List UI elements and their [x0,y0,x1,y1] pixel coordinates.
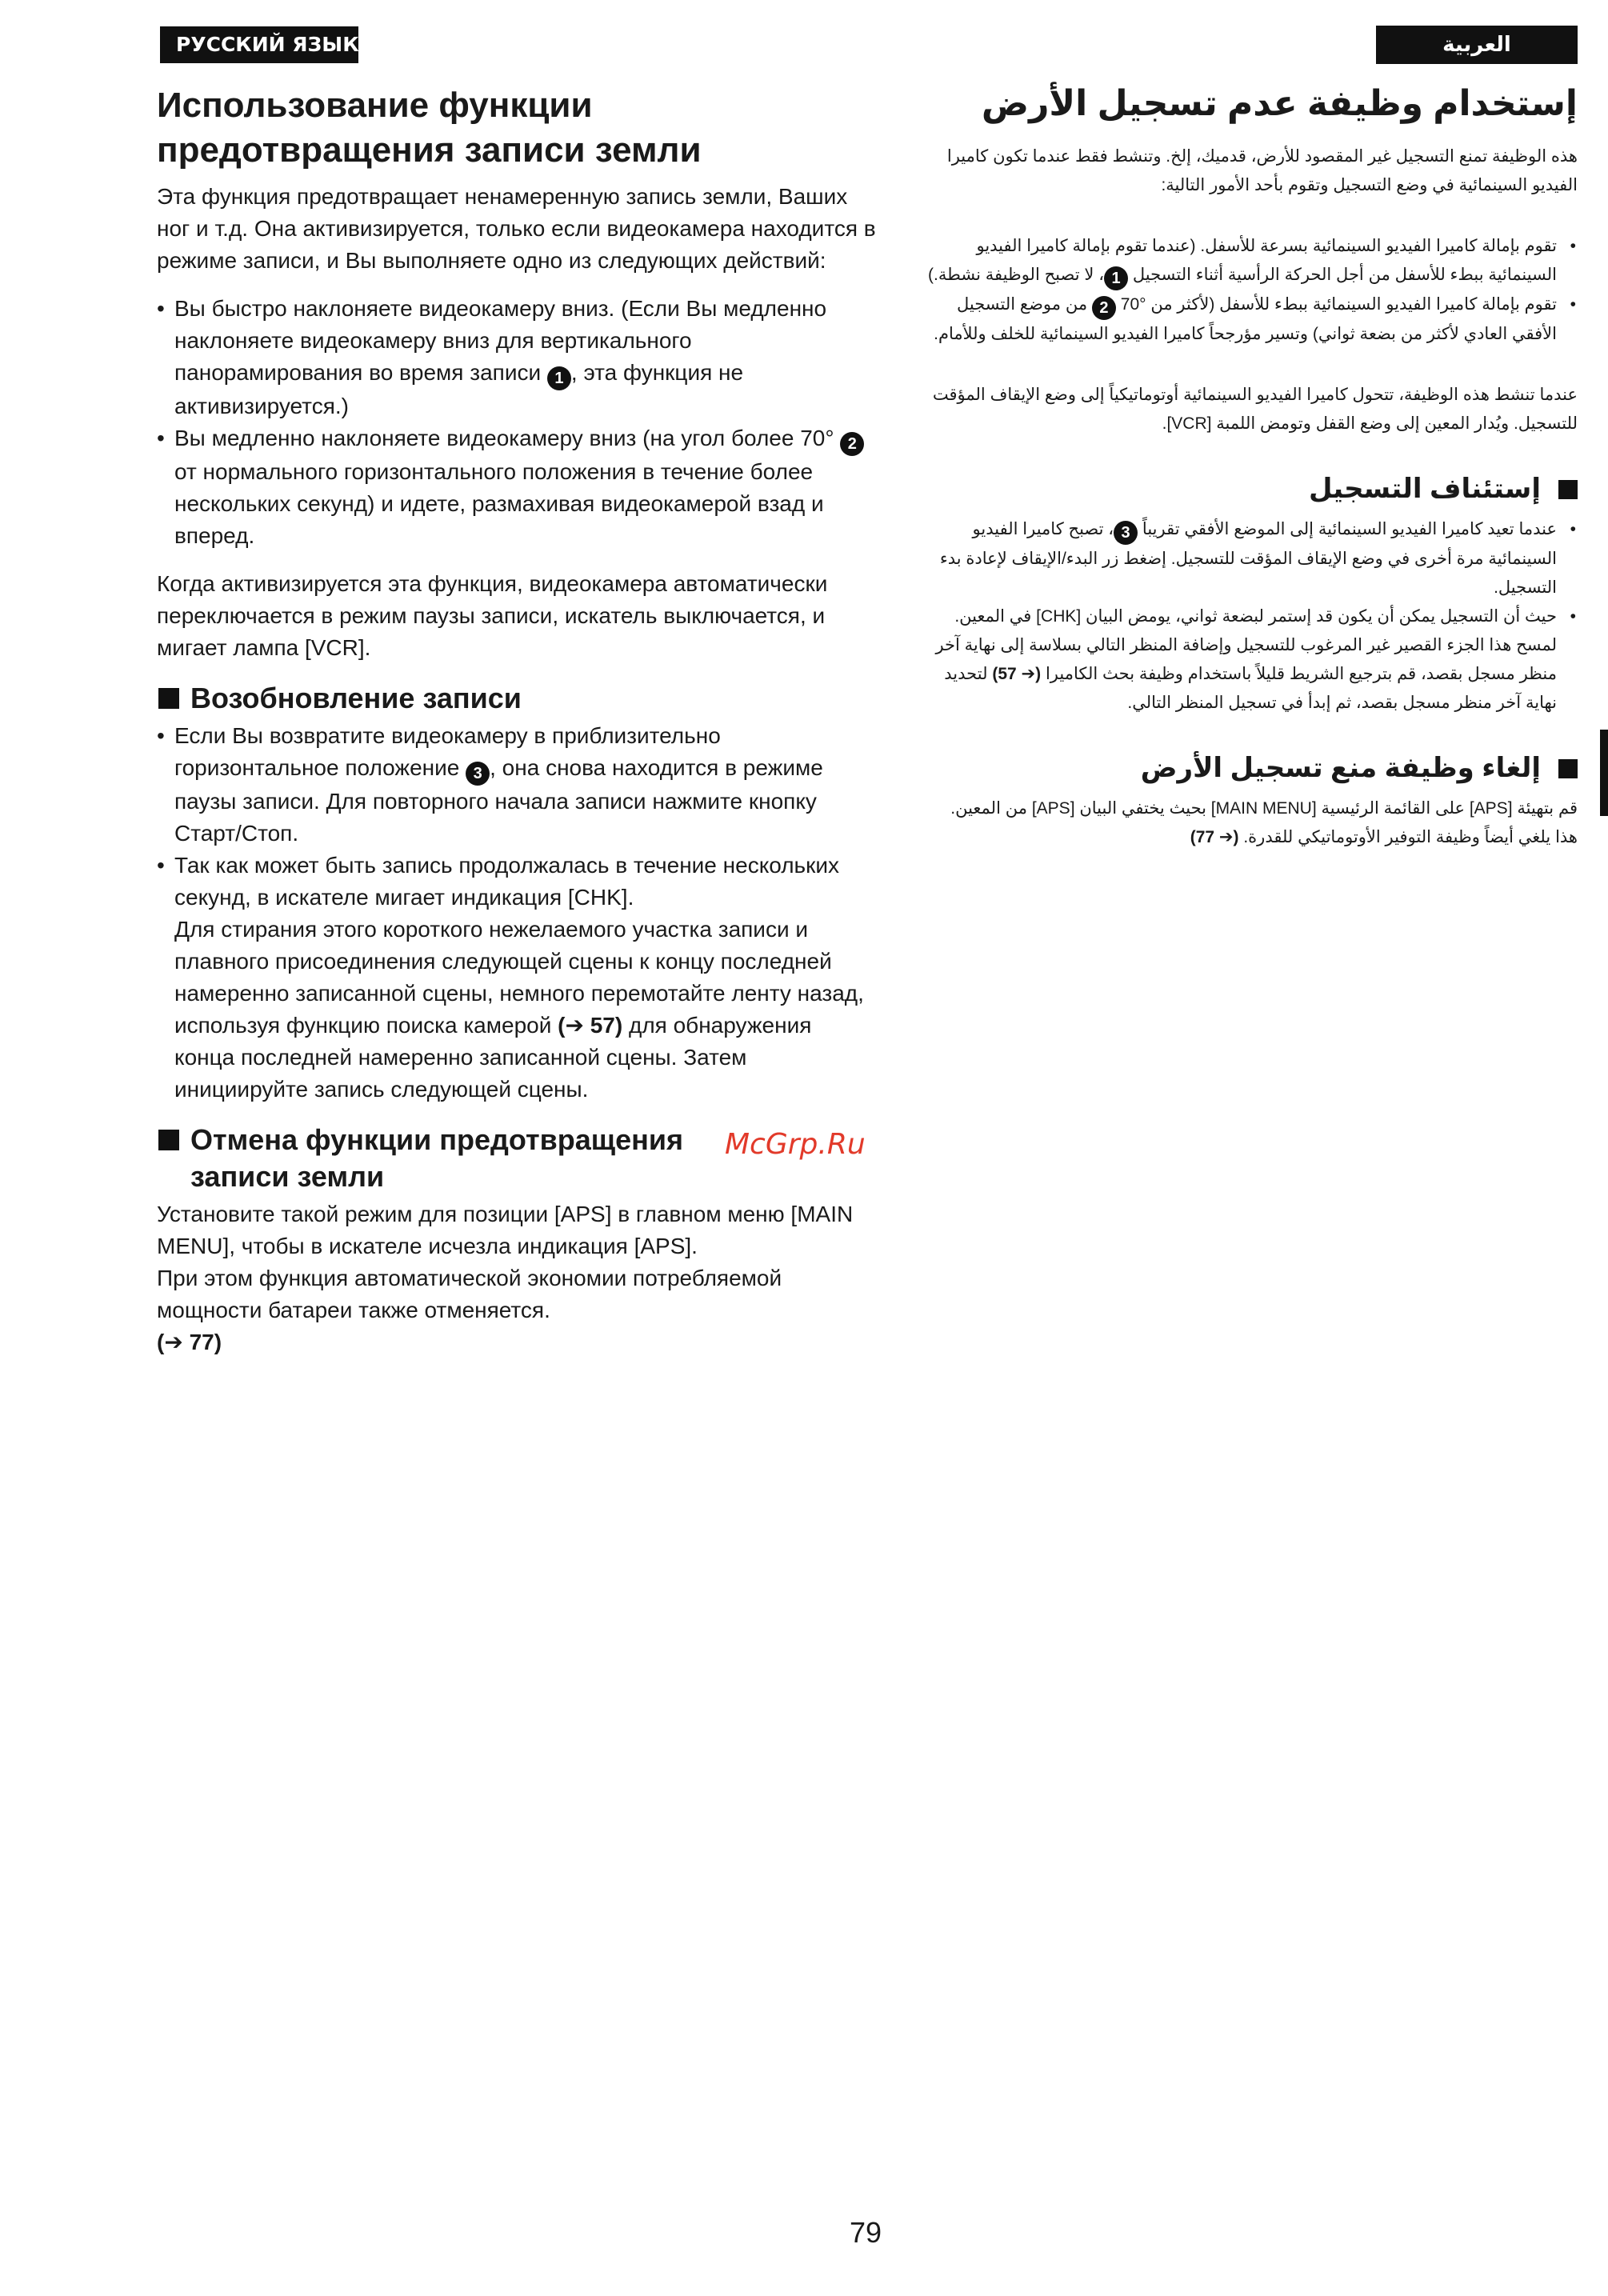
cancel-paragraph-1: Установите такой режим для позиции [APS] в главном меню [MAIN MENU], чтобы в искателе исчезла индикация [APS]. [157,1202,854,1258]
square-bullet-icon [158,1130,179,1150]
resume-continuation [157,914,877,1106]
watermark: McGrp.Ru [725,1128,866,1161]
list-item-text: ، لا تصبح الوظيفة نشطة.) [928,266,1104,284]
square-bullet-icon [1558,480,1578,499]
circled-number-3-icon: 3 [466,762,490,786]
list-item-text: Так как может быть запись продолжалась в течение нескольких секунд, в искателе мигает индикация [CHK]. [174,853,840,910]
cancel-paragraph-2: При этом функция автоматической экономии потребляемой мощности батареи также отменяется. [157,1266,782,1322]
list-item-text: , эта функция не активизируется.) [174,360,744,418]
section-heading-text: إلغاء وظيفة منع تسجيل الأرض [1140,753,1541,783]
section-heading-text: إستئناف التسجيل [1308,474,1541,504]
list-item [157,720,877,850]
section-heading-cancel-arabic [920,750,1578,786]
page-edge-marker [1600,730,1608,816]
page-title-line-1: Использование функции [157,86,593,125]
section-heading-text: Отмена функции предотвращения [190,1123,684,1156]
list-item-text: حيث أن التسجيل يمكن أن يكون قد إستمر لبضعة ثواني، يومض البيان [CHK] في المعين. لمسح هذا الجزء القصير غير المرغوب للتسجيل وإضافة المنظر التالي بسلاسة إلى نهاية آخر منظر مسجل بقصد، قم بترجيع الشريط قليلاً باستخدام وظيفة بحث الكاميرا [935,607,1557,683]
language-badge-arabic: العربية [1376,26,1578,64]
list-item-text: Вы медленно наклоняете видеокамеру вниз (на угол более 70° [174,426,841,450]
cancel-paragraph-arabic-2 [920,823,1578,852]
list-item-text: لتحديد نهاية آخر منظر مسجل بقصد، ثم إبدأ في تسجيل المنظر التالي. [944,665,1557,712]
list-item-text: تقوم بإمالة كاميرا الفيديو السينمائية ببطء للأسفل (لأكثر من °70 [1115,295,1557,314]
page-number: 79 [850,2216,882,2249]
activation-paragraph-arabic: عندما تنشط هذه الوظيفة، تتحول كاميرا الفيديو السينمائية أوتوماتيكياً إلى وضع الإيقاف المؤقت للتسجيل. ويُدار المعين إلى وضع القفل وتومض اللمبة [VCR]. [932,386,1578,433]
page-reference: (➔ 77) [157,1330,222,1354]
circled-number-1-icon: 1 [547,366,571,390]
list-item [157,422,877,552]
list-item-text: от нормального горизонтального положения в течение более нескольких секунд) и идете, размахивая видеокамерой взад и вперед. [174,459,824,548]
list-item [920,290,1578,349]
conditions-list [157,293,877,552]
cancel-paragraph-arabic-1: قم بتهيئة [APS] على القائمة الرئيسية [MAIN MENU] بحيث يختفي البيان [APS] من المعين. [950,799,1578,818]
language-badge-russian: РУССКИЙ ЯЗЫК [160,26,358,63]
circled-number-2-icon: 2 [840,432,864,456]
section-heading-text: Возобновление записи [190,682,522,714]
list-item [157,850,877,914]
list-item-text: Вы быстро наклоняете видеокамеру вниз. (Если Вы медленно наклоняете видеокамеру вниз для вертикального панорамирования во время записи [174,296,827,385]
paragraph-text: هذا يلغي أيضاً وظيفة التوفير الأوتوماتيكي للقدرة. [1238,828,1578,846]
list-item [920,602,1578,718]
arabic-column [920,80,1578,852]
circled-number-2-icon: 2 [1092,296,1116,320]
resume-list [157,720,877,914]
intro-paragraph: Эта функция предотвращает ненамеренную запись земли, Ваших ног и т.д. Она активизируется, только если видеокамера находится в режиме записи, и Вы выполняете одно из следующих действий: [157,184,876,273]
list-item-text: من موضع التسجيل الأفقي العادي لأكثر من بضعة ثواني) وتسير مؤرجحاً كاميرا الفيديو السينمائية للخلف وللأمام. [934,295,1557,343]
list-item [920,232,1578,290]
circled-number-1-icon: 1 [1104,266,1128,290]
list-item [920,515,1578,602]
list-item-text: , она снова находится в режиме паузы записи. Для повторного начала записи нажмите кнопку Старт/Стоп. [174,755,823,846]
circled-number-3-icon: 3 [1114,521,1138,545]
list-item-text: تقوم بإمالة كاميرا الفيديو السينمائية بسرعة للأسفل. (عندما تقوم بإمالة كاميرا الفيديو السينمائية ببطء للأسفل من أجل الحركة الرأسية أثناء التسجيل [976,237,1557,284]
section-heading-resume-arabic [920,470,1578,507]
list-item [157,293,877,422]
list-item-text: ، تصبح كاميرا الفيديو السينمائية مرة أخرى في وضع الإيقاف المؤقت للتسجيل. إضغط زر البدء/الإيقاف لإعادة بدء التسجيل. [939,520,1557,597]
page-reference: (➔ 57) [992,665,1042,683]
page-reference: (➔ 57) [558,1013,623,1038]
activation-paragraph: Когда активизируется эта функция, видеокамера автоматически переключается в режим паузы записи, искатель выключается, и мигает лампа [VCR]. [157,571,828,660]
paragraph-text: Для стирания этого короткого нежелаемого участка записи и плавного присоединения следующей сцены к концу последней намеренно записанной сцены, немного перемотайте ленту назад, используя функцию поиска камерой [174,917,864,1038]
square-bullet-icon [158,688,179,709]
page-title-arabic: إستخدام وظيفة عدم تسجيل الأرض [981,84,1578,123]
intro-paragraph-arabic: هذه الوظيفة تمنع التسجيل غير المقصود للأرض، قدميك، إلخ. وتنشط فقط عندما تكون كاميرا الفيديو السينمائية في وضع التسجيل وتقوم بأحد الأمور التالية: [946,147,1578,194]
resume-list-arabic [920,515,1578,718]
page-title-line-2: предотвращения записи земли [157,130,702,170]
square-bullet-icon [1558,759,1578,778]
list-item-text: عندما تعيد كاميرا الفيديو السينمائية إلى الموضع الأفقي تقريباً [1138,520,1557,538]
list-item-text: Если Вы возвратите видеокамеру в приблизительно горизонтальное положение [174,723,721,780]
page-title-russian [157,83,877,173]
paragraph-text: для обнаружения конца последней намеренно записанной сцены. Затем инициируйте запись следующей сцены. [174,1013,812,1102]
conditions-list-arabic [920,232,1578,349]
russian-column [157,83,877,1358]
section-heading-text: записи земли [190,1160,385,1193]
page-reference: (➔ 77) [1190,828,1239,846]
section-heading-resume [157,680,877,717]
